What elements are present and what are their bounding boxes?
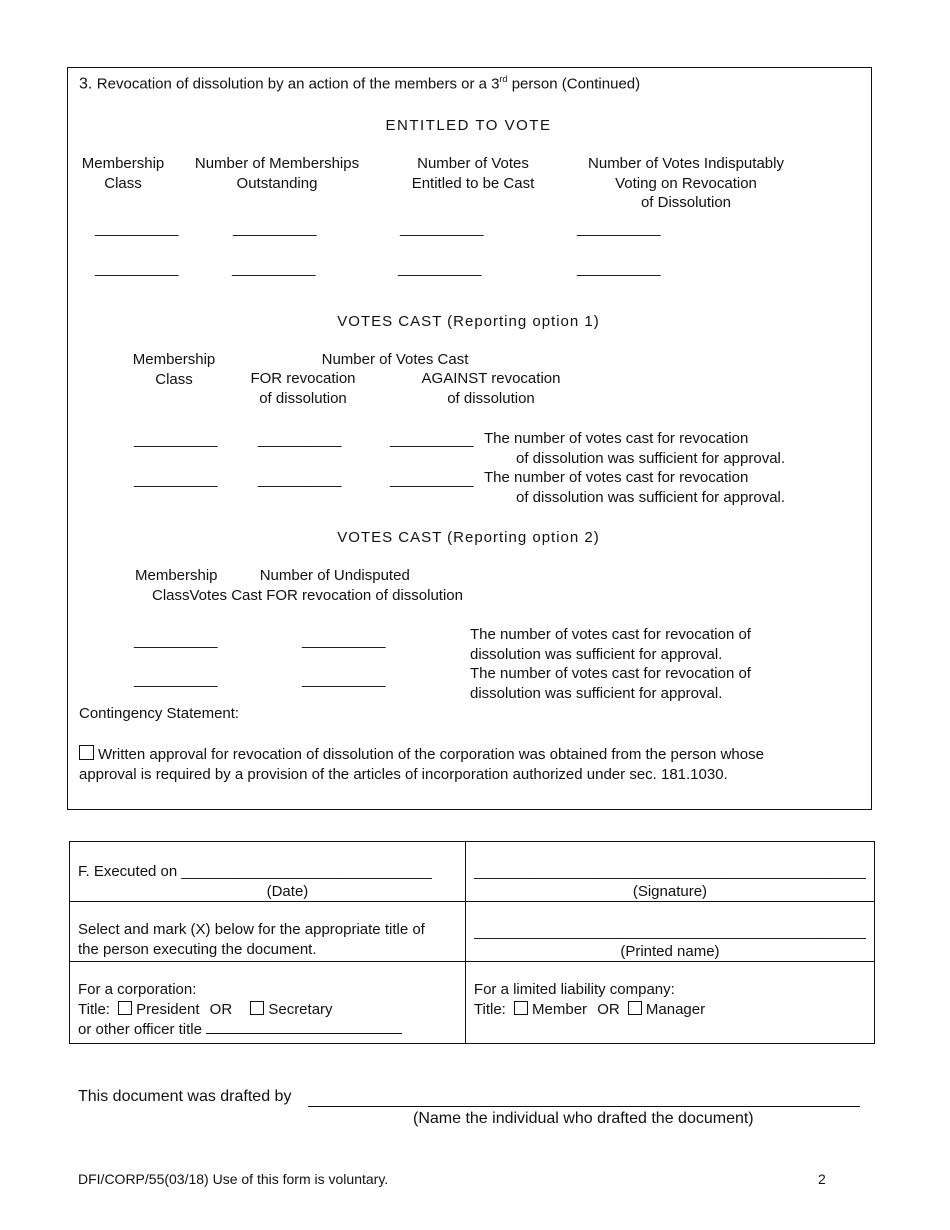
entitled-blank-r1-c3[interactable]: __________ <box>400 220 484 237</box>
date-caption: (Date) <box>266 882 309 900</box>
statement-line: dissolution was sufficient for approval. <box>470 645 723 663</box>
drafted-by-caption: (Name the individual who drafted the document) <box>413 1110 754 1127</box>
option2-blank-r2-c2[interactable]: __________ <box>302 671 386 688</box>
option2-header-undisputed: Number of Undisputed <box>259 567 410 584</box>
statement-line: The number of votes cast for revocation of <box>470 665 751 682</box>
entitled-header-membership-class <box>74 154 172 193</box>
executed-on-label: F. Executed on <box>78 863 178 880</box>
drafted-by-field[interactable] <box>308 1106 860 1107</box>
option2-blank-r1-c1[interactable]: __________ <box>134 632 218 649</box>
entitled-header-votes-entitled <box>393 154 553 193</box>
header-line: Membership <box>132 351 216 368</box>
statement-line: The number of votes cast for revocation <box>484 430 749 447</box>
corporation-label: For a corporation: <box>78 981 197 998</box>
president-label: President <box>136 1000 200 1018</box>
section-title-sup: rd <box>499 74 508 84</box>
contingency-text-line2: approval is required by a provision of the articles of incorporation authorized under sec. 181.1030. <box>79 765 728 783</box>
or-label: OR <box>209 1000 233 1018</box>
option1-statement-r2 <box>484 468 785 507</box>
option2-statement-r1 <box>470 625 751 664</box>
select-title-line2: the person executing the document. <box>78 940 317 958</box>
statement-line: The number of votes cast for revocation <box>484 469 749 486</box>
president-checkbox[interactable] <box>118 1001 132 1015</box>
header-line: FOR revocation <box>250 370 356 387</box>
option2-header-membership: Membership <box>135 567 218 584</box>
contingency-text-line1: Written approval for revocation of dissolution of the corporation was obtained from the person whose <box>98 746 764 763</box>
header-line: Class <box>155 370 193 388</box>
llc-title-options <box>474 1000 866 1020</box>
contingency-statement <box>79 745 764 784</box>
contingency-label: Contingency Statement: <box>79 705 240 722</box>
manager-checkbox[interactable] <box>628 1001 642 1015</box>
title-label: Title: <box>473 1000 506 1018</box>
member-label: Member <box>532 1000 588 1018</box>
header-line: Voting on Revocation <box>615 174 757 192</box>
statement-line: of dissolution was sufficient for approval. <box>516 488 786 506</box>
header-line: Number of Votes <box>417 155 529 172</box>
other-officer-label: or other officer title <box>78 1021 202 1038</box>
page-number: 2 <box>818 1171 826 1187</box>
option1-statement-r1 <box>484 429 785 468</box>
option2-statement-r2 <box>470 664 751 703</box>
header-line: Number of Memberships <box>194 155 360 172</box>
title-label: Title: <box>78 1000 110 1018</box>
entitled-blank-r2-c4[interactable]: __________ <box>577 260 661 277</box>
signature-caption: (Signature) <box>632 882 708 900</box>
entitled-blank-r1-c2[interactable]: __________ <box>233 220 317 237</box>
header-line: Number of Votes Indisputably <box>588 155 784 172</box>
select-title-line1: Select and mark (X) below for the appropriate title of <box>78 921 425 938</box>
section-3-title <box>79 74 640 95</box>
other-officer-row <box>78 1019 457 1040</box>
member-checkbox[interactable] <box>514 1001 528 1015</box>
secretary-label: Secretary <box>268 1000 333 1018</box>
signature-cell <box>465 842 874 902</box>
entitled-blank-r2-c2[interactable]: __________ <box>232 260 316 277</box>
corporation-title-cell <box>70 962 466 1044</box>
header-line: Membership <box>81 155 165 172</box>
option1-blank-r1-c2[interactable]: __________ <box>258 431 342 448</box>
drafted-by-label: This document was drafted by <box>78 1088 292 1105</box>
header-line: Class <box>104 174 142 192</box>
statement-line: The number of votes cast for revocation of <box>470 626 751 643</box>
option1-blank-r2-c1[interactable]: __________ <box>134 471 218 488</box>
option1-header-for <box>238 369 368 408</box>
or-label: OR <box>597 1000 620 1018</box>
option2-header-line1 <box>135 566 410 586</box>
secretary-checkbox[interactable] <box>250 1001 264 1015</box>
llc-title-cell <box>465 962 874 1044</box>
header-line: of dissolution <box>259 389 347 407</box>
option1-blank-r2-c3[interactable]: __________ <box>390 471 474 488</box>
executed-on-cell <box>70 842 466 902</box>
printed-name-field[interactable]: _______________________________________________ <box>473 923 866 940</box>
option1-header-against <box>405 369 577 408</box>
other-officer-field[interactable] <box>206 1019 402 1034</box>
section-number: 3. <box>79 75 93 93</box>
option1-blank-r1-c1[interactable]: __________ <box>134 431 218 448</box>
entitled-header-memberships-outstanding <box>182 154 372 193</box>
signature-field[interactable]: _______________________________________________ <box>473 863 866 880</box>
entitled-blank-r1-c4[interactable]: __________ <box>577 220 661 237</box>
printed-name-cell <box>465 902 874 962</box>
option1-header-membership-class <box>128 350 220 389</box>
entitled-blank-r2-c3[interactable]: __________ <box>398 260 482 277</box>
option1-header-votes-cast: Number of Votes Cast <box>321 351 469 368</box>
section-title-post: person (Continued) <box>507 75 641 93</box>
form-id-footer: DFI/CORP/55(03/18) Use of this form is voluntary. <box>78 1171 389 1187</box>
header-line: of Dissolution <box>640 194 732 211</box>
option1-blank-r1-c3[interactable]: __________ <box>390 431 474 448</box>
option2-header-line2: ClassVotes Cast FOR revocation of dissolution <box>152 587 463 604</box>
corporation-title-options <box>78 1000 457 1020</box>
entitled-to-vote-heading: ENTITLED TO VOTE <box>385 117 552 134</box>
entitled-header-votes-indisputably <box>572 154 800 213</box>
manager-label: Manager <box>645 1000 706 1018</box>
option2-blank-r1-c2[interactable]: __________ <box>302 632 386 649</box>
llc-label: For a limited liability company: <box>473 981 675 998</box>
entitled-blank-r1-c1[interactable]: __________ <box>95 220 179 237</box>
option2-blank-r2-c1[interactable]: __________ <box>134 671 218 688</box>
date-field[interactable]: ______________________________ <box>181 863 432 880</box>
votes-cast-option2-heading: VOTES CAST (Reporting option 2) <box>337 529 600 546</box>
header-line: AGAINST revocation <box>421 370 561 387</box>
statement-line: dissolution was sufficient for approval. <box>470 684 723 702</box>
printed-name-caption: (Printed name) <box>620 942 720 960</box>
header-line: Entitled to be Cast <box>411 174 535 192</box>
execution-table <box>69 841 875 1044</box>
header-line: of dissolution <box>447 389 535 407</box>
entitled-blank-r2-c1[interactable]: __________ <box>95 260 179 277</box>
section-title-text: Revocation of dissolution by an action of the members or a 3 <box>96 75 500 93</box>
statement-line: of dissolution was sufficient for approval. <box>516 449 786 467</box>
option1-blank-r2-c2[interactable]: __________ <box>258 471 342 488</box>
header-line: Outstanding <box>236 174 318 192</box>
contingency-checkbox[interactable] <box>79 745 94 760</box>
votes-cast-option1-heading: VOTES CAST (Reporting option 1) <box>337 313 600 330</box>
select-title-cell <box>70 902 466 962</box>
